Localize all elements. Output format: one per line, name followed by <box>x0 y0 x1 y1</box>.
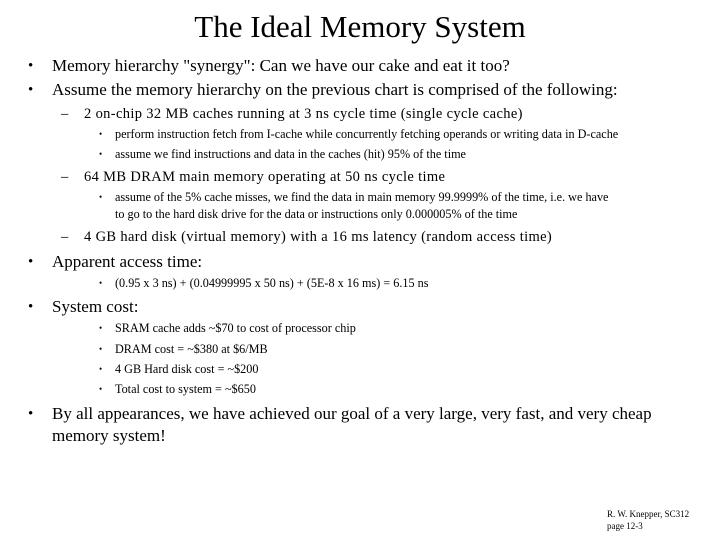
dash-marker: – <box>61 106 69 122</box>
sub-item-text: 64 MB DRAM main memory operating at 50 ns cycle time <box>84 169 446 185</box>
footer-author: R. W. Knepper, SC312 <box>607 509 690 519</box>
sub-item-text: 2 on-chip 32 MB caches running at 3 ns cycle time (single cycle cache) <box>84 106 523 122</box>
bullet-marker: • <box>99 323 103 333</box>
dash-marker: – <box>61 229 69 245</box>
detail-item-text: assume we find instructions and data in the caches (hit) 95% of the time <box>115 147 466 161</box>
bullet-marker: • <box>99 278 103 288</box>
bullet-marker: • <box>99 149 103 159</box>
bullet-marker: • <box>28 406 34 422</box>
bullet-marker: • <box>99 192 103 202</box>
detail-item-text: SRAM cache adds ~$70 to cost of processor chip <box>115 321 356 335</box>
bullet-marker: • <box>28 254 34 270</box>
bullet-marker: • <box>99 129 103 139</box>
bullet-marker: • <box>28 58 34 74</box>
detail-item-text: Total cost to system = ~$650 <box>115 382 256 396</box>
sub-item-text: 4 GB hard disk (virtual memory) with a 16 ms latency (random access time) <box>84 229 553 245</box>
slide-footer <box>607 508 689 532</box>
bullet-text: Apparent access time: <box>52 252 203 271</box>
bullet-marker: • <box>99 384 103 394</box>
detail-item-text: DRAM cost = ~$380 at $6/MB <box>115 342 268 356</box>
detail-item-text: assume of the 5% cache misses, we find the data in main memory 99.9999% of the time, i.e. we have <box>115 190 609 204</box>
detail-item-text: to go to the hard disk drive for the data or instructions only 0.000005% of the time <box>115 207 518 221</box>
bullet-text: memory system! <box>52 426 166 445</box>
dash-marker: – <box>61 169 69 185</box>
detail-item-text: 4 GB Hard disk cost = ~$200 <box>115 362 259 376</box>
bullet-marker: • <box>28 82 34 98</box>
bullet-text: Memory hierarchy "synergy": Can we have our cake and eat it too? <box>52 56 510 75</box>
bullet-marker: • <box>99 364 103 374</box>
bullet-marker: • <box>28 299 34 315</box>
detail-item-text: (0.95 x 3 ns) + (0.04999995 x 50 ns) + (5E-8 x 16 ms) = 6.15 ns <box>115 276 429 290</box>
slide-title: The Ideal Memory System <box>194 9 526 44</box>
bullet-text: Assume the memory hierarchy on the previous chart is comprised of the following: <box>52 80 618 99</box>
bullet-marker: • <box>99 344 103 354</box>
footer-page: page 12-3 <box>607 521 643 531</box>
bullet-text: By all appearances, we have achieved our goal of a very large, very fast, and very cheap <box>52 404 652 423</box>
detail-item-text: perform instruction fetch from I-cache while concurrently fetching operands or writing data in D-cache <box>115 127 619 141</box>
bullet-text: System cost: <box>52 297 139 316</box>
